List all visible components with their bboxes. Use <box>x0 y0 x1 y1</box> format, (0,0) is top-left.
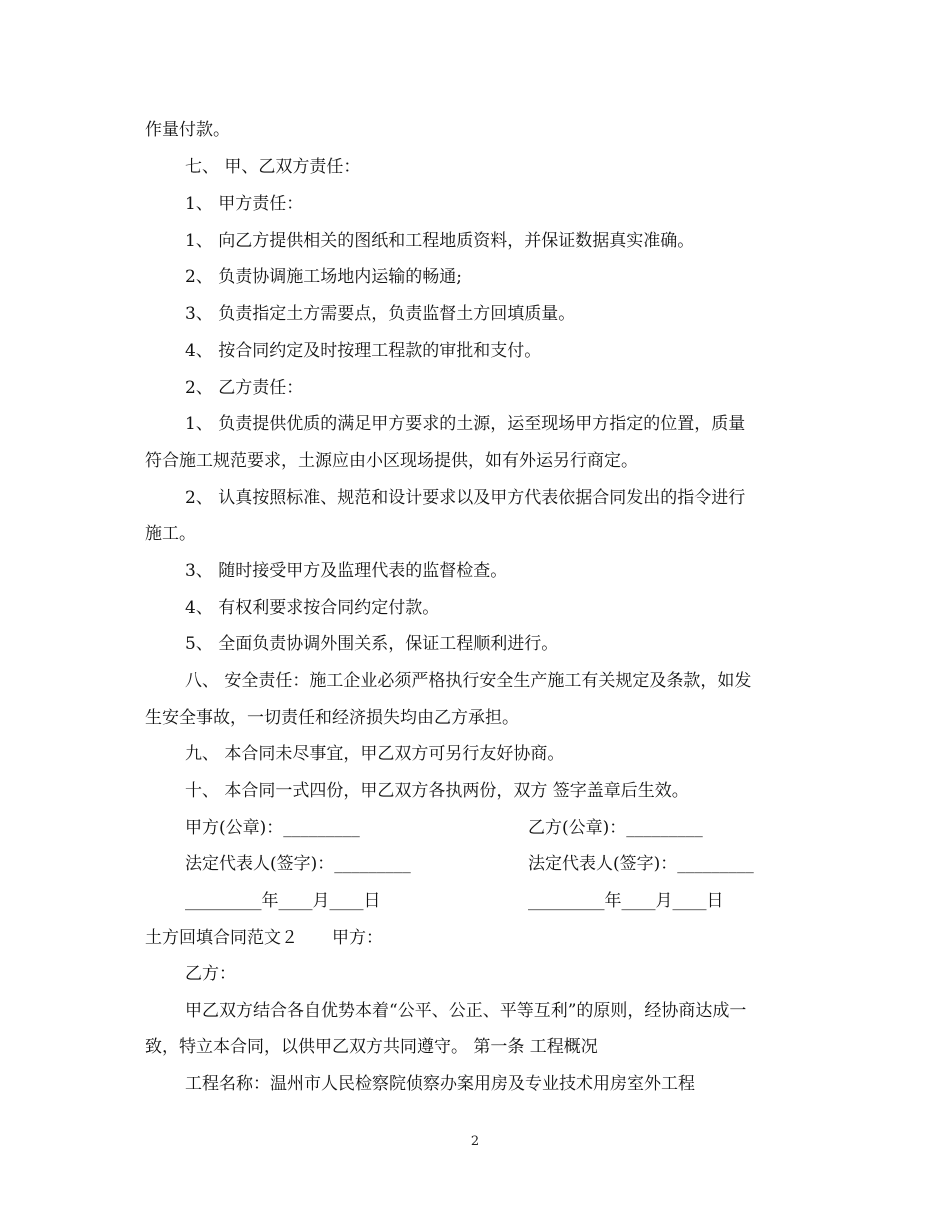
list-item: 2、 负责协调施工场地内运输的畅通; <box>185 267 462 287</box>
list-item: 4、 按合同约定及时按理工程款的审批和支付。 <box>185 341 542 361</box>
party-a-rep-field: 法定代表人(签字)：_________ <box>185 854 411 874</box>
section-heading: 八、 安全责任：施工企业必须严格执行安全生产施工有关规定及条款，如发 <box>185 671 752 691</box>
text-line: 作量付款。 <box>145 120 230 140</box>
list-item: 4、 有权利要求按合同约定付款。 <box>185 598 440 618</box>
party-a-seal-field: 甲方(公章)：_________ <box>185 818 360 838</box>
section-heading: 七、 甲、乙双方责任： <box>185 157 361 177</box>
text-line: 施工。 <box>145 524 196 544</box>
list-item: 1、 向乙方提供相关的图纸和工程地质资料，并保证数据真实准确。 <box>185 231 695 251</box>
subsection-heading: 1、 甲方责任： <box>185 194 304 214</box>
party-a-date-field: _________年____月____日 <box>185 891 381 911</box>
project-name-line: 工程名称：温州市人民检察院侦察办案用房及专业技术用房室外工程 <box>185 1074 695 1094</box>
subsection-heading: 2、 乙方责任： <box>185 378 304 398</box>
text-line: 甲乙双方结合各自优势本着“公平、公正、平等互利”的原则，经协商达成一 <box>185 1001 747 1021</box>
list-item: 5、 全面负责协调外围关系，保证工程顺利进行。 <box>185 634 559 654</box>
party-b-rep-field: 法定代表人(签字)：_________ <box>528 854 754 874</box>
list-item: 2、 认真按照标准、规范和设计要求以及甲方代表依据合同发出的指令进行 <box>185 488 746 508</box>
list-item: 3、 负责指定土方需要点，负责监督土方回填质量。 <box>185 304 576 324</box>
section-heading: 十、 本合同一式四份，甲乙双方各执两份，双方 签字盖章后生效。 <box>185 781 689 801</box>
list-item: 1、 负责提供优质的满足甲方要求的土源，运至现场甲方指定的位置，质量 <box>185 414 746 434</box>
text-line: 符合施工规范要求，土源应由小区现场提供，如有外运另行商定。 <box>145 451 638 471</box>
party-b-seal-field: 乙方(公章)：_________ <box>528 818 703 838</box>
party-b-date-field: _________年____月____日 <box>528 891 724 911</box>
party-b-label: 乙方： <box>185 964 236 984</box>
text-line: 生安全事故，一切责任和经济损失均由乙方承担。 <box>145 708 519 728</box>
section-heading: 九、 本合同未尽事宜，甲乙双方可另行友好协商。 <box>185 744 565 764</box>
list-item: 3、 随时接受甲方及监理代表的监督检查。 <box>185 561 508 581</box>
page-number: 2 <box>470 1134 480 1149</box>
section-title: 土方回填合同范文２ 甲方： <box>145 928 383 948</box>
text-line: 致，特立本合同，以供甲乙双方共同遵守。 第一条 工程概况 <box>145 1037 598 1057</box>
